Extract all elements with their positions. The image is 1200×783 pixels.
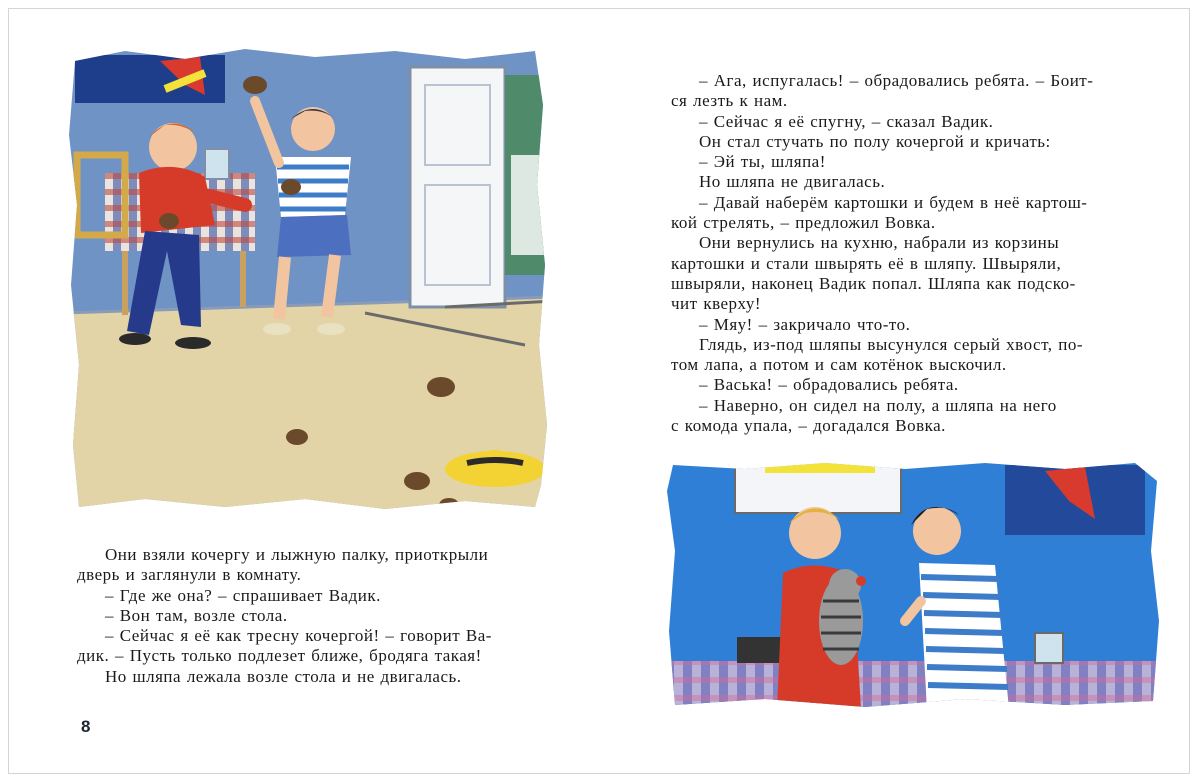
left-page-text	[77, 545, 492, 687]
text-line: дверь и заглянули в комнату.	[77, 565, 302, 585]
text-line: Он стал стучать по полу кочергой и кричать:	[699, 131, 1051, 151]
text-line: Они вернулись на кухню, набрали из корзины	[699, 233, 1060, 253]
illustration-boys-with-potatoes	[65, 45, 553, 515]
right-page-text	[671, 71, 1094, 436]
text-line: – Мяу! – закричало что-то.	[699, 314, 911, 334]
text-line: Они взяли кочергу и лыжную палку, приоткрыли	[105, 545, 489, 564]
text-line: чит кверху!	[671, 294, 762, 314]
text-line: – Эй ты, шляпа!	[699, 152, 826, 172]
text-line: – Сейчас я её как тресну кочергой! – говорит Ва-	[105, 626, 492, 646]
text-line: швыряли, наконец Вадик попал. Шляпа как подско-	[671, 273, 1076, 293]
text-line: кой стрелять, – предложил Вовка.	[671, 213, 936, 233]
text-line: Но шляпа лежала возле стола и не двигалась.	[105, 666, 462, 686]
text-line: – Где же она? – спрашивает Вадик.	[105, 585, 381, 605]
page-number: 8	[81, 717, 91, 736]
text-line: – Ага, испугалась! – обрадовались ребята. – Боит-	[699, 71, 1094, 90]
text-line: ся лезть к нам.	[671, 91, 788, 111]
text-line: с комода упала, – догадался Вовка.	[671, 416, 946, 436]
illustration-1-art	[65, 45, 553, 515]
text-line: – Наверно, он сидел на полу, а шляпа на него	[699, 395, 1057, 415]
text-line: дик. – Пусть только подлезет ближе, бродяга такая!	[77, 646, 482, 666]
illustration-2-art	[665, 461, 1165, 709]
text-line: – Вон там, возле стола.	[105, 605, 288, 625]
illustration-boys-with-kitten	[665, 461, 1165, 709]
text-line: – Сейчас я её спугну, – сказал Вадик.	[699, 111, 994, 131]
book-spread	[8, 8, 1190, 774]
text-line: – Давай наберём картошки и будем в неё картош-	[699, 192, 1088, 212]
text-line: Но шляпа не двигалась.	[699, 172, 886, 192]
text-line: – Васька! – обрадовались ребята.	[699, 375, 959, 395]
text-line: картошки и стали швырять её в шляпу. Швыряли,	[671, 253, 1062, 273]
text-line: Глядь, из-под шляпы высунулся серый хвост, по-	[699, 334, 1083, 354]
text-line: том лапа, а потом и сам котёнок выскочил.	[671, 355, 1007, 375]
